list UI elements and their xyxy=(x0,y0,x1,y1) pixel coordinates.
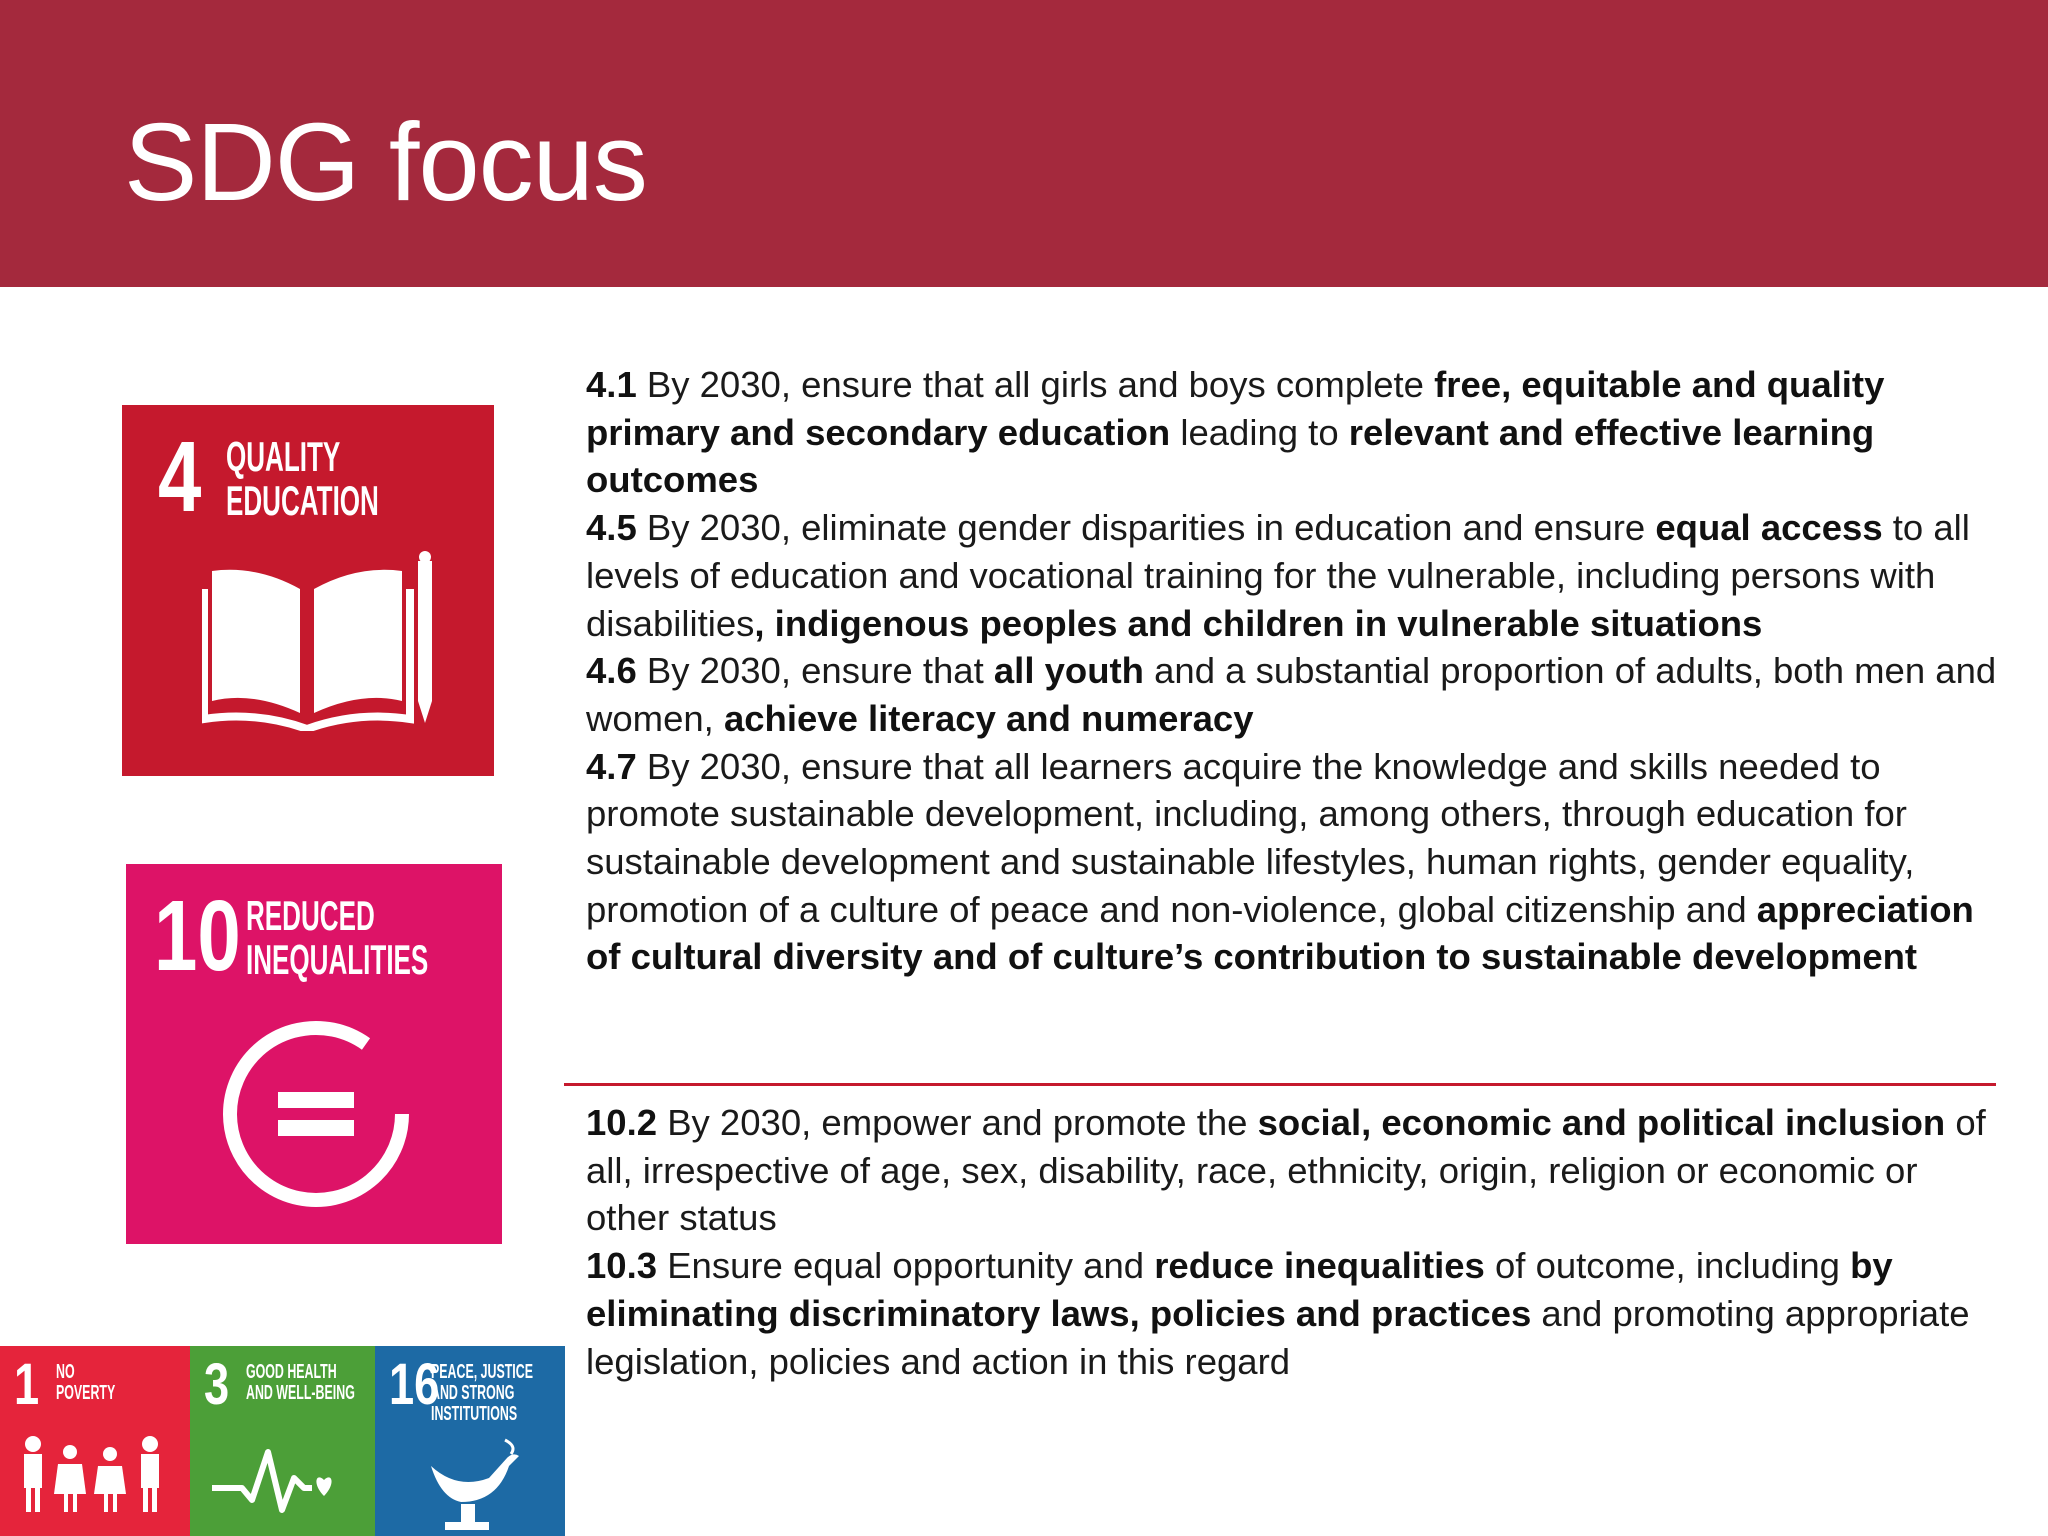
target-number: 10.2 xyxy=(586,1102,658,1143)
target-text: to all levels of education and vocational training for the vulnerable, including persons with disabilities xyxy=(586,507,1970,644)
target-emphasis: reduce inequalities xyxy=(1154,1245,1485,1287)
header-bar xyxy=(0,0,2048,287)
heartbeat-icon xyxy=(212,1438,352,1518)
target-number: 4.5 xyxy=(586,507,637,549)
target-text: By 2030, ensure that all learners acquire the knowledge and skills needed to promote sustainable development, including, among others, through education for sustainable development and sustainable lifestyles, human rights, gender equality, promotion of a culture of peace and non-violence, global citizenship and xyxy=(586,745,1915,930)
goal-label: PEACE, JUSTICE AND STRONG INSTITUTIONS xyxy=(431,1361,533,1425)
goal-number: 10 xyxy=(154,880,241,992)
target-text: leading to xyxy=(1170,411,1349,453)
sdg4-targets xyxy=(586,361,2006,981)
target-text: and promoting appropriate legislation, policies and action in this regard xyxy=(586,1292,1970,1382)
sdg-3-tile xyxy=(190,1346,375,1536)
family-icon xyxy=(18,1434,168,1514)
target-emphasis: , indigenous peoples and children in vulnerable situations xyxy=(754,602,1763,644)
target-text: By 2030, eliminate gender disparities in education and ensure xyxy=(636,507,1656,549)
equality-circle-icon xyxy=(216,1014,416,1214)
target-number: 10.3 xyxy=(586,1245,658,1287)
sdg-1-tile xyxy=(0,1346,190,1536)
target-4-7 xyxy=(586,743,2006,982)
sdg-10-tile xyxy=(126,864,502,1244)
target-4-1 xyxy=(586,361,2006,504)
target-emphasis: equal access xyxy=(1655,507,1883,549)
sdg-16-tile xyxy=(375,1346,565,1536)
dove-gavel-icon xyxy=(427,1436,527,1532)
goal-label: GOOD HEALTH AND WELL-BEING xyxy=(246,1361,355,1404)
section-divider xyxy=(564,1083,1996,1086)
target-10-2 xyxy=(586,1099,2006,1242)
goal-number: 1 xyxy=(14,1352,40,1417)
target-text: of all, irrespective of age, sex, disability, race, ethnicity, origin, religion or economic or other status xyxy=(586,1102,1986,1239)
target-text: of outcome, including xyxy=(1484,1245,1851,1287)
page-title: SDG focus xyxy=(124,101,647,224)
target-text: By 2030, ensure that xyxy=(636,650,994,692)
target-text: By 2030, empower and promote the xyxy=(657,1102,1258,1143)
target-number: 4.1 xyxy=(586,364,637,405)
target-emphasis: achieve literacy and numeracy xyxy=(723,697,1254,739)
goal-label: NO POVERTY xyxy=(56,1361,116,1404)
target-10-3 xyxy=(586,1242,2006,1385)
target-text: By 2030, ensure that all girls and boys complete xyxy=(636,364,1435,405)
target-emphasis: by eliminating discriminatory laws, policies and practices xyxy=(586,1245,1893,1334)
target-number: 4.6 xyxy=(586,650,637,692)
target-emphasis: free, equitable and quality primary and secondary education xyxy=(586,364,1885,453)
sdg10-targets xyxy=(586,1099,2006,1385)
target-text: and a substantial proportion of adults, both men and women, xyxy=(586,650,1997,739)
target-text: Ensure equal opportunity and xyxy=(657,1245,1155,1287)
target-4-6 xyxy=(586,647,2006,742)
target-emphasis: relevant and effective learning outcomes xyxy=(586,411,1875,501)
sdg-4-tile xyxy=(122,405,494,776)
target-emphasis: appreciation of cultural diversity and of culture’s contribution to sustainable development xyxy=(586,888,1974,978)
goal-label: REDUCED INEQUALITIES xyxy=(246,892,429,983)
goal-number: 4 xyxy=(158,421,202,533)
target-emphasis: social, economic and political inclusion xyxy=(1257,1102,1946,1143)
goal-number: 16 xyxy=(389,1352,440,1417)
goal-number: 3 xyxy=(204,1352,230,1417)
book-pencil-icon xyxy=(202,551,432,731)
target-4-5 xyxy=(586,504,2006,647)
goal-label: QUALITY EDUCATION xyxy=(226,433,379,524)
target-number: 4.7 xyxy=(586,745,637,787)
target-emphasis: all youth xyxy=(993,650,1144,692)
